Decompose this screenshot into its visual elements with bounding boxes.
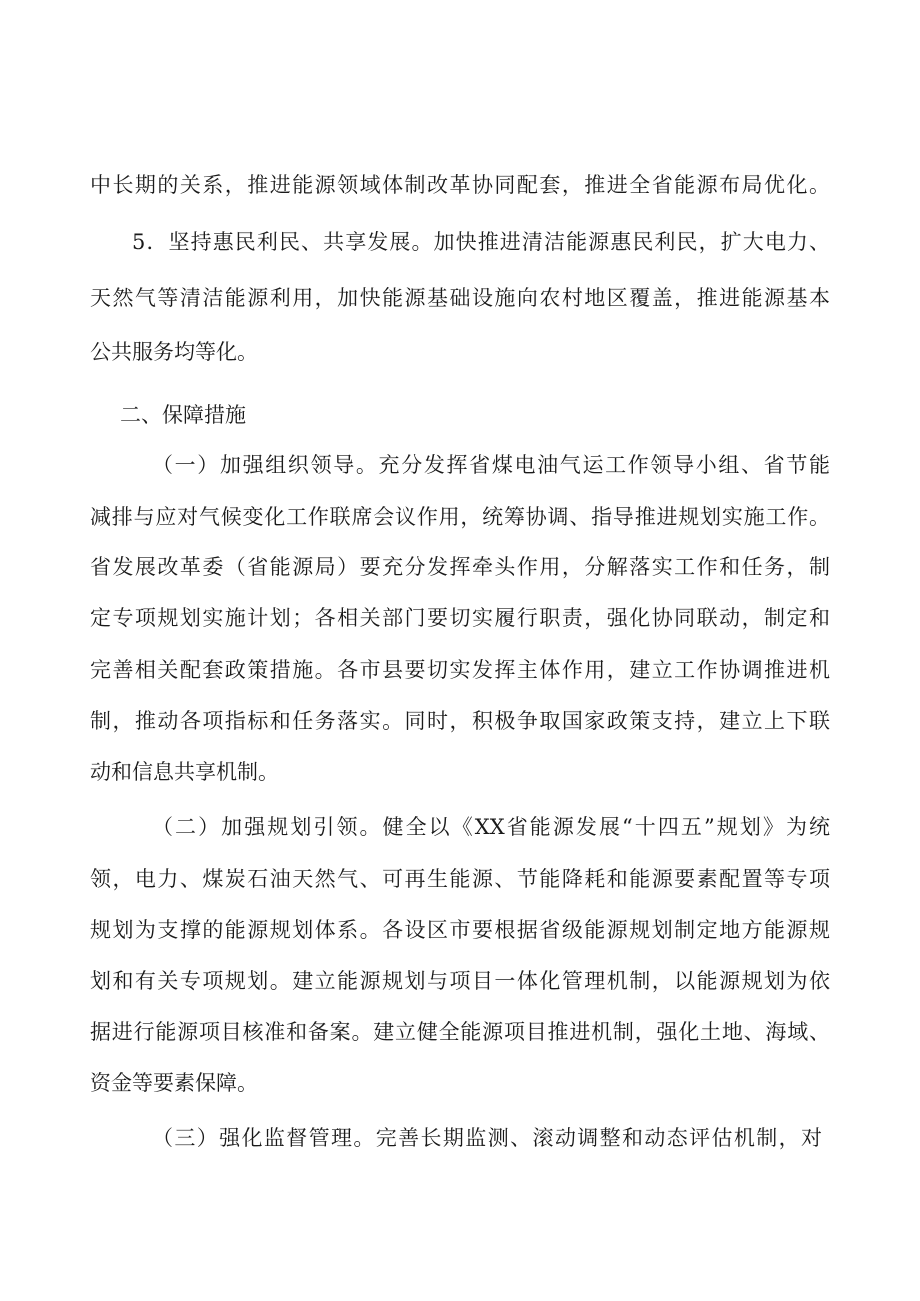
measure1-line: 完善相关配套政策措施。各市县要切实发挥主体作用，建立工作协调推进机: [90, 658, 830, 682]
measure2-line: 划和有关专项规划。建立能源规划与项目一体化管理机制，以能源规划为依: [90, 969, 830, 993]
measure1-line: （一）加强组织领导。充分发挥省煤电油气运工作领导小组、省节能: [152, 453, 830, 477]
item5-line: 公共服务均等化。: [90, 340, 258, 364]
measure1-line: 减排与应对气候变化工作联席会议作用，统筹协调、指导推进规划实施工作。: [90, 505, 830, 529]
measure2-line: 领，电力、煤炭石油天然气、可再生能源、节能降耗和能源要素配置等专项: [90, 867, 830, 891]
measure1-line: 动和信息共享机制。: [90, 760, 279, 784]
section-heading: 二、保障措施: [120, 403, 246, 427]
measure2-line: 据进行能源项目核准和备案。建立健全能源项目推进机制，强化土地、海域、: [90, 1020, 830, 1044]
measure1-line: 定专项规划实施计划；各相关部门要切实履行职责，强化协同联动，制定和: [90, 606, 830, 630]
item5-line: 天然气等清洁能源利用，加快能源基础设施向农村地区覆盖，推进能源基本: [90, 286, 830, 310]
measure2-line: （二）加强规划引领。健全以《XX省能源发展“十四五”规划》为统: [152, 815, 830, 839]
measure3-line: （三）强化监督管理。完善长期监测、滚动调整和动态评估机制，对: [152, 1126, 822, 1150]
paragraph-line: 中长期的关系，推进能源领域体制改革协同配套，推进全省能源布局优化。: [90, 173, 830, 197]
measure1-line: 制，推动各项指标和任务落实。同时，积极争取国家政策支持，建立上下联: [90, 709, 830, 733]
item5-line: 5．坚持惠民利民、共享发展。加快推进清洁能源惠民利民，扩大电力、: [132, 230, 830, 254]
measure1-line: 省发展改革委（省能源局）要充分发挥牵头作用，分解落实工作和任务，制: [90, 555, 830, 579]
measure2-line: 资金等要素保障。: [90, 1071, 258, 1095]
measure2-line: 规划为支撑的能源规划体系。各设区市要根据省级能源规划制定地方能源规: [90, 918, 830, 942]
